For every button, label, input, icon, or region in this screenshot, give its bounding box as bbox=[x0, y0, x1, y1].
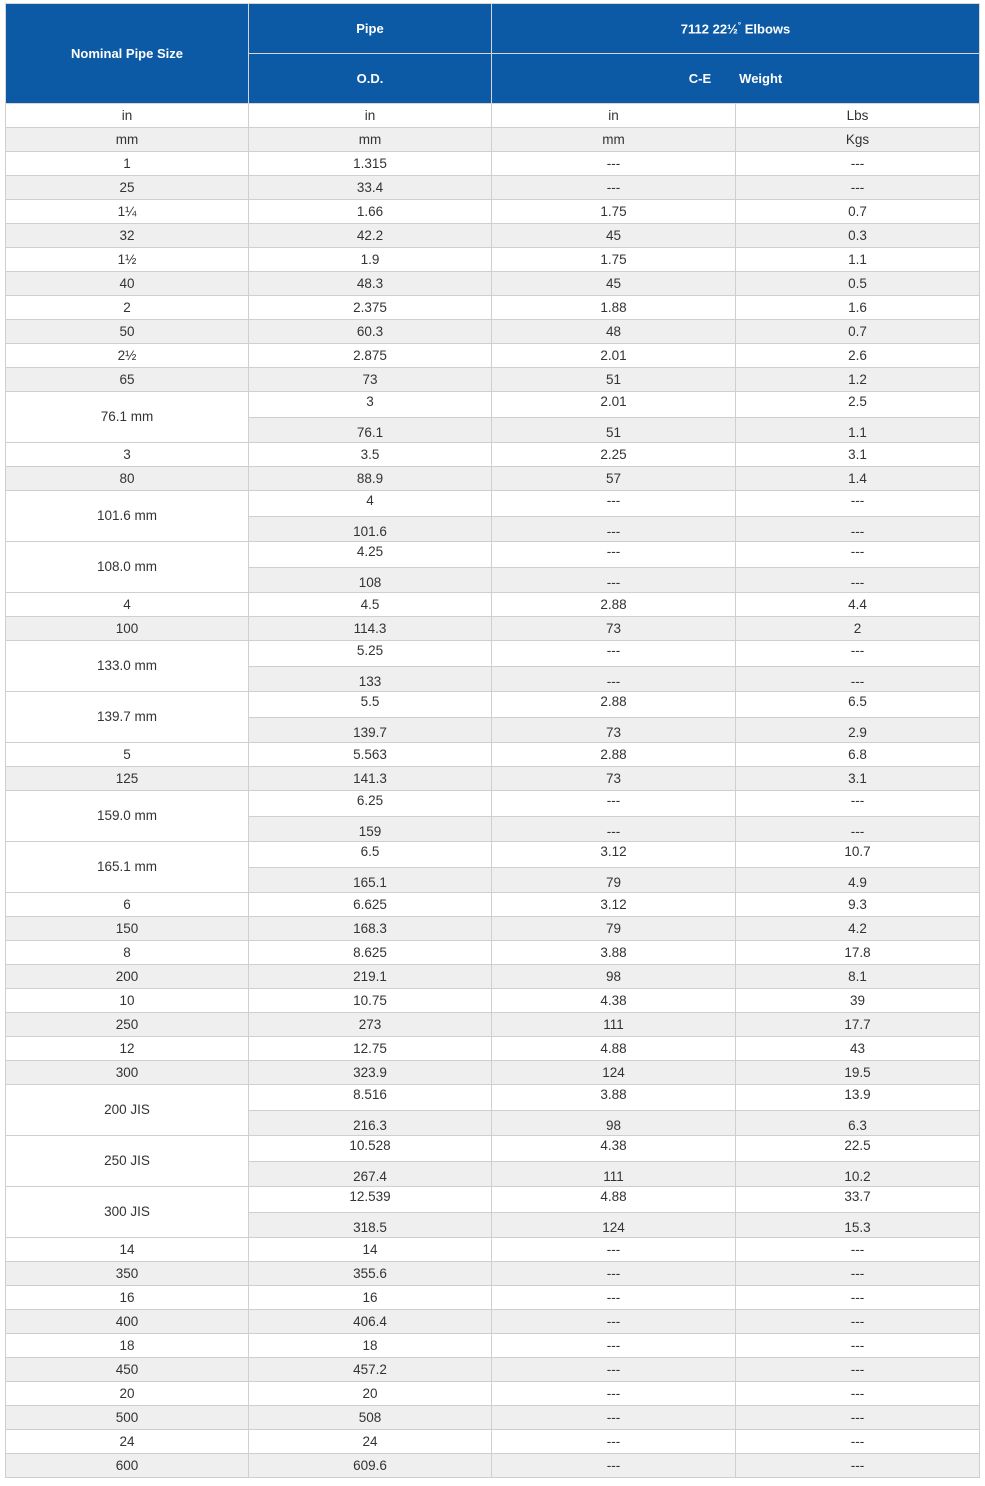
table-row bbox=[6, 1037, 980, 1061]
od-cell: 133 bbox=[249, 667, 492, 692]
weight-cell: 33.7 bbox=[736, 1187, 980, 1213]
od-cell: 219.1 bbox=[249, 965, 492, 989]
weight-cell: --- bbox=[736, 1238, 980, 1262]
ce-cell: --- bbox=[492, 176, 736, 200]
table-row bbox=[6, 542, 980, 568]
nominal-size-cell: 200 bbox=[6, 965, 249, 989]
od-cell: 318.5 bbox=[249, 1213, 492, 1238]
table-row bbox=[6, 965, 980, 989]
table-row bbox=[6, 593, 980, 617]
table-row bbox=[6, 941, 980, 965]
nominal-size-cell: 250 JIS bbox=[6, 1136, 249, 1187]
weight-cell: --- bbox=[736, 1430, 980, 1454]
table-row bbox=[6, 1406, 980, 1430]
od-cell: 76.1 bbox=[249, 418, 492, 443]
weight-cell: --- bbox=[736, 542, 980, 568]
ce-cell: --- bbox=[492, 1358, 736, 1382]
ce-cell: 98 bbox=[492, 1111, 736, 1136]
od-cell: 2.375 bbox=[249, 296, 492, 320]
weight-cell: 6.3 bbox=[736, 1111, 980, 1136]
nominal-size-cell: 32 bbox=[6, 224, 249, 248]
unit-cell: in bbox=[6, 104, 249, 128]
table-row bbox=[6, 491, 980, 517]
table-row bbox=[6, 917, 980, 941]
ce-cell: 51 bbox=[492, 368, 736, 392]
ce-cell: --- bbox=[492, 491, 736, 517]
table-row bbox=[6, 1061, 980, 1085]
weight-cell: --- bbox=[736, 517, 980, 542]
od-cell: 24 bbox=[249, 1430, 492, 1454]
ce-cell: --- bbox=[492, 641, 736, 667]
od-cell: 3 bbox=[249, 392, 492, 418]
table-row bbox=[6, 467, 980, 491]
ce-cell: 3.12 bbox=[492, 893, 736, 917]
od-cell: 139.7 bbox=[249, 718, 492, 743]
weight-cell: 2.9 bbox=[736, 718, 980, 743]
header-pipe: Pipe bbox=[249, 4, 492, 54]
weight-cell: 39 bbox=[736, 989, 980, 1013]
weight-cell: --- bbox=[736, 817, 980, 842]
weight-cell: 10.7 bbox=[736, 842, 980, 868]
nominal-size-cell: 10 bbox=[6, 989, 249, 1013]
nominal-size-cell: 2½ bbox=[6, 344, 249, 368]
od-cell: 168.3 bbox=[249, 917, 492, 941]
weight-cell: 2 bbox=[736, 617, 980, 641]
ce-cell: 73 bbox=[492, 718, 736, 743]
ce-cell: --- bbox=[492, 1406, 736, 1430]
ce-cell: 3.88 bbox=[492, 1085, 736, 1111]
weight-cell: --- bbox=[736, 1334, 980, 1358]
ce-cell: 3.12 bbox=[492, 842, 736, 868]
weight-cell: --- bbox=[736, 641, 980, 667]
table-row bbox=[6, 1085, 980, 1111]
ce-cell: 73 bbox=[492, 617, 736, 641]
units-row-imperial bbox=[6, 104, 980, 128]
ce-cell: 4.38 bbox=[492, 1136, 736, 1162]
od-cell: 101.6 bbox=[249, 517, 492, 542]
table-row bbox=[6, 989, 980, 1013]
ce-cell: 1.75 bbox=[492, 248, 736, 272]
nominal-size-cell: 8 bbox=[6, 941, 249, 965]
table-row bbox=[6, 641, 980, 667]
weight-cell: --- bbox=[736, 791, 980, 817]
weight-cell: 2.5 bbox=[736, 392, 980, 418]
nominal-size-cell: 12 bbox=[6, 1037, 249, 1061]
ce-cell: 57 bbox=[492, 467, 736, 491]
od-cell: 33.4 bbox=[249, 176, 492, 200]
od-cell: 12.75 bbox=[249, 1037, 492, 1061]
weight-cell: --- bbox=[736, 1358, 980, 1382]
od-cell: 508 bbox=[249, 1406, 492, 1430]
table-row bbox=[6, 842, 980, 868]
weight-cell: 17.7 bbox=[736, 1013, 980, 1037]
elbow-spec-table bbox=[5, 3, 980, 1478]
od-cell: 18 bbox=[249, 1334, 492, 1358]
header-nominal-pipe-size: Nominal Pipe Size bbox=[6, 4, 249, 104]
table-row bbox=[6, 392, 980, 418]
nominal-size-cell: 18 bbox=[6, 1334, 249, 1358]
table-body bbox=[6, 104, 980, 1478]
ce-cell: 2.88 bbox=[492, 593, 736, 617]
ce-cell: --- bbox=[492, 1310, 736, 1334]
weight-cell: 4.9 bbox=[736, 868, 980, 893]
od-cell: 3.5 bbox=[249, 443, 492, 467]
weight-cell: 0.7 bbox=[736, 200, 980, 224]
nominal-size-cell: 139.7 mm bbox=[6, 692, 249, 743]
nominal-size-cell: 400 bbox=[6, 1310, 249, 1334]
weight-cell: 6.8 bbox=[736, 743, 980, 767]
table-row bbox=[6, 1136, 980, 1162]
ce-cell: 4.88 bbox=[492, 1187, 736, 1213]
nominal-size-cell: 1½ bbox=[6, 248, 249, 272]
ce-cell: 3.88 bbox=[492, 941, 736, 965]
nominal-size-cell: 4 bbox=[6, 593, 249, 617]
od-cell: 159 bbox=[249, 817, 492, 842]
unit-cell: mm bbox=[249, 128, 492, 152]
ce-cell: 1.88 bbox=[492, 296, 736, 320]
ce-cell: 111 bbox=[492, 1162, 736, 1187]
od-cell: 14 bbox=[249, 1238, 492, 1262]
od-cell: 8.516 bbox=[249, 1085, 492, 1111]
ce-cell: 2.25 bbox=[492, 443, 736, 467]
ce-cell: --- bbox=[492, 568, 736, 593]
od-cell: 4.25 bbox=[249, 542, 492, 568]
table-row bbox=[6, 176, 980, 200]
table-row bbox=[6, 743, 980, 767]
nominal-size-cell: 200 JIS bbox=[6, 1085, 249, 1136]
table-row bbox=[6, 443, 980, 467]
nominal-size-cell: 76.1 mm bbox=[6, 392, 249, 443]
od-cell: 60.3 bbox=[249, 320, 492, 344]
od-cell: 8.625 bbox=[249, 941, 492, 965]
od-cell: 16 bbox=[249, 1286, 492, 1310]
weight-cell: --- bbox=[736, 568, 980, 593]
nominal-size-cell: 450 bbox=[6, 1358, 249, 1382]
od-cell: 114.3 bbox=[249, 617, 492, 641]
weight-cell: 8.1 bbox=[736, 965, 980, 989]
ce-cell: --- bbox=[492, 1238, 736, 1262]
weight-cell: 1.1 bbox=[736, 248, 980, 272]
weight-cell: --- bbox=[736, 1286, 980, 1310]
nominal-size-cell: 108.0 mm bbox=[6, 542, 249, 593]
ce-cell: --- bbox=[492, 791, 736, 817]
weight-cell: --- bbox=[736, 1382, 980, 1406]
table-row bbox=[6, 893, 980, 917]
ce-cell: 48 bbox=[492, 320, 736, 344]
ce-cell: --- bbox=[492, 152, 736, 176]
nominal-size-cell: 50 bbox=[6, 320, 249, 344]
table-row bbox=[6, 344, 980, 368]
table-row bbox=[6, 320, 980, 344]
od-cell: 42.2 bbox=[249, 224, 492, 248]
unit-cell: mm bbox=[492, 128, 736, 152]
nominal-size-cell: 159.0 mm bbox=[6, 791, 249, 842]
nominal-size-cell: 5 bbox=[6, 743, 249, 767]
ce-cell: 2.01 bbox=[492, 344, 736, 368]
table-row bbox=[6, 1334, 980, 1358]
weight-cell: 15.3 bbox=[736, 1213, 980, 1238]
ce-cell: 2.88 bbox=[492, 692, 736, 718]
table-row bbox=[6, 692, 980, 718]
header-product-title bbox=[492, 4, 980, 54]
nominal-size-cell: 65 bbox=[6, 368, 249, 392]
od-cell: 457.2 bbox=[249, 1358, 492, 1382]
od-cell: 1.315 bbox=[249, 152, 492, 176]
ce-cell: 79 bbox=[492, 868, 736, 893]
ce-cell: 1.75 bbox=[492, 200, 736, 224]
ce-cell: 111 bbox=[492, 1013, 736, 1037]
table-row bbox=[6, 617, 980, 641]
unit-cell: mm bbox=[6, 128, 249, 152]
weight-cell: --- bbox=[736, 1406, 980, 1430]
nominal-size-cell: 600 bbox=[6, 1454, 249, 1478]
ce-cell: 124 bbox=[492, 1061, 736, 1085]
nominal-size-cell: 14 bbox=[6, 1238, 249, 1262]
ce-cell: --- bbox=[492, 1334, 736, 1358]
od-cell: 4.5 bbox=[249, 593, 492, 617]
table-row bbox=[6, 1262, 980, 1286]
nominal-size-cell: 1¼ bbox=[6, 200, 249, 224]
od-cell: 609.6 bbox=[249, 1454, 492, 1478]
table-row bbox=[6, 1454, 980, 1478]
ce-cell: --- bbox=[492, 517, 736, 542]
weight-cell: --- bbox=[736, 491, 980, 517]
od-cell: 88.9 bbox=[249, 467, 492, 491]
nominal-size-cell: 24 bbox=[6, 1430, 249, 1454]
table-row bbox=[6, 1430, 980, 1454]
od-cell: 6.625 bbox=[249, 893, 492, 917]
table-header bbox=[6, 4, 980, 104]
ce-cell: 98 bbox=[492, 965, 736, 989]
od-cell: 10.528 bbox=[249, 1136, 492, 1162]
nominal-size-cell: 350 bbox=[6, 1262, 249, 1286]
weight-cell: --- bbox=[736, 176, 980, 200]
table-row bbox=[6, 1286, 980, 1310]
od-cell: 5.5 bbox=[249, 692, 492, 718]
units-row-metric bbox=[6, 128, 980, 152]
nominal-size-cell: 20 bbox=[6, 1382, 249, 1406]
nominal-size-cell: 1 bbox=[6, 152, 249, 176]
nominal-size-cell: 40 bbox=[6, 272, 249, 296]
nominal-size-cell: 133.0 mm bbox=[6, 641, 249, 692]
table-row bbox=[6, 1382, 980, 1406]
table-row bbox=[6, 224, 980, 248]
nominal-size-cell: 300 bbox=[6, 1061, 249, 1085]
od-cell: 6.25 bbox=[249, 791, 492, 817]
od-cell: 12.539 bbox=[249, 1187, 492, 1213]
ce-cell: --- bbox=[492, 1430, 736, 1454]
nominal-size-cell: 165.1 mm bbox=[6, 842, 249, 893]
table-row bbox=[6, 767, 980, 791]
weight-cell: 17.8 bbox=[736, 941, 980, 965]
table-row bbox=[6, 296, 980, 320]
unit-cell: Kgs bbox=[736, 128, 980, 152]
nominal-size-cell: 16 bbox=[6, 1286, 249, 1310]
table-row bbox=[6, 791, 980, 817]
weight-cell: --- bbox=[736, 1454, 980, 1478]
weight-cell: --- bbox=[736, 1310, 980, 1334]
weight-cell: 1.1 bbox=[736, 418, 980, 443]
ce-cell: --- bbox=[492, 542, 736, 568]
od-cell: 1.9 bbox=[249, 248, 492, 272]
table-row bbox=[6, 272, 980, 296]
weight-cell: --- bbox=[736, 1262, 980, 1286]
spec-table-container bbox=[5, 3, 979, 1478]
ce-cell: --- bbox=[492, 1454, 736, 1478]
ce-cell: --- bbox=[492, 667, 736, 692]
table-row bbox=[6, 1013, 980, 1037]
weight-cell: 4.2 bbox=[736, 917, 980, 941]
od-cell: 165.1 bbox=[249, 868, 492, 893]
nominal-size-cell: 250 bbox=[6, 1013, 249, 1037]
od-cell: 1.66 bbox=[249, 200, 492, 224]
weight-cell: 3.1 bbox=[736, 443, 980, 467]
od-cell: 6.5 bbox=[249, 842, 492, 868]
ce-cell: 124 bbox=[492, 1213, 736, 1238]
nominal-size-cell: 25 bbox=[6, 176, 249, 200]
nominal-size-cell: 80 bbox=[6, 467, 249, 491]
header-ce: C-E bbox=[688, 71, 712, 86]
nominal-size-cell: 2 bbox=[6, 296, 249, 320]
weight-cell: 9.3 bbox=[736, 893, 980, 917]
weight-cell: 2.6 bbox=[736, 344, 980, 368]
unit-cell: in bbox=[492, 104, 736, 128]
table-row bbox=[6, 1187, 980, 1213]
table-row bbox=[6, 1238, 980, 1262]
table-row bbox=[6, 152, 980, 176]
weight-cell: 0.5 bbox=[736, 272, 980, 296]
od-cell: 323.9 bbox=[249, 1061, 492, 1085]
degree-mark: ° bbox=[737, 20, 742, 30]
od-cell: 273 bbox=[249, 1013, 492, 1037]
weight-cell: 10.2 bbox=[736, 1162, 980, 1187]
unit-cell: in bbox=[249, 104, 492, 128]
ce-cell: --- bbox=[492, 817, 736, 842]
nominal-size-cell: 3 bbox=[6, 443, 249, 467]
nominal-size-cell: 300 JIS bbox=[6, 1187, 249, 1238]
header-product-prefix: 7112 22½ bbox=[680, 21, 738, 37]
weight-cell: --- bbox=[736, 152, 980, 176]
weight-cell: 13.9 bbox=[736, 1085, 980, 1111]
od-cell: 4 bbox=[249, 491, 492, 517]
od-cell: 267.4 bbox=[249, 1162, 492, 1187]
header-ce-weight bbox=[492, 54, 980, 104]
od-cell: 5.25 bbox=[249, 641, 492, 667]
od-cell: 5.563 bbox=[249, 743, 492, 767]
header-od: O.D. bbox=[249, 54, 492, 104]
unit-cell: Lbs bbox=[736, 104, 980, 128]
nominal-size-cell: 125 bbox=[6, 767, 249, 791]
od-cell: 141.3 bbox=[249, 767, 492, 791]
table-row bbox=[6, 1358, 980, 1382]
nominal-size-cell: 6 bbox=[6, 893, 249, 917]
ce-cell: 4.88 bbox=[492, 1037, 736, 1061]
weight-cell: 19.5 bbox=[736, 1061, 980, 1085]
od-cell: 2.875 bbox=[249, 344, 492, 368]
od-cell: 10.75 bbox=[249, 989, 492, 1013]
od-cell: 216.3 bbox=[249, 1111, 492, 1136]
ce-cell: 2.88 bbox=[492, 743, 736, 767]
od-cell: 355.6 bbox=[249, 1262, 492, 1286]
weight-cell: 4.4 bbox=[736, 593, 980, 617]
weight-cell: 1.2 bbox=[736, 368, 980, 392]
table-row bbox=[6, 368, 980, 392]
ce-cell: 2.01 bbox=[492, 392, 736, 418]
nominal-size-cell: 100 bbox=[6, 617, 249, 641]
ce-cell: --- bbox=[492, 1286, 736, 1310]
ce-cell: 45 bbox=[492, 272, 736, 296]
weight-cell: 43 bbox=[736, 1037, 980, 1061]
weight-cell: 3.1 bbox=[736, 767, 980, 791]
header-product-suffix: Elbows bbox=[741, 21, 791, 37]
ce-cell: 51 bbox=[492, 418, 736, 443]
weight-cell: 1.6 bbox=[736, 296, 980, 320]
table-row bbox=[6, 200, 980, 224]
od-cell: 406.4 bbox=[249, 1310, 492, 1334]
ce-cell: 79 bbox=[492, 917, 736, 941]
nominal-size-cell: 500 bbox=[6, 1406, 249, 1430]
ce-cell: 45 bbox=[492, 224, 736, 248]
ce-cell: 4.38 bbox=[492, 989, 736, 1013]
weight-cell: 6.5 bbox=[736, 692, 980, 718]
od-cell: 108 bbox=[249, 568, 492, 593]
od-cell: 48.3 bbox=[249, 272, 492, 296]
weight-cell: 0.7 bbox=[736, 320, 980, 344]
weight-cell: 1.4 bbox=[736, 467, 980, 491]
od-cell: 20 bbox=[249, 1382, 492, 1406]
ce-cell: 73 bbox=[492, 767, 736, 791]
ce-cell: --- bbox=[492, 1262, 736, 1286]
table-row bbox=[6, 1310, 980, 1334]
weight-cell: 22.5 bbox=[736, 1136, 980, 1162]
nominal-size-cell: 101.6 mm bbox=[6, 491, 249, 542]
nominal-size-cell: 150 bbox=[6, 917, 249, 941]
table-row bbox=[6, 248, 980, 272]
ce-cell: --- bbox=[492, 1382, 736, 1406]
header-weight: Weight bbox=[739, 71, 783, 86]
weight-cell: --- bbox=[736, 667, 980, 692]
od-cell: 73 bbox=[249, 368, 492, 392]
weight-cell: 0.3 bbox=[736, 224, 980, 248]
